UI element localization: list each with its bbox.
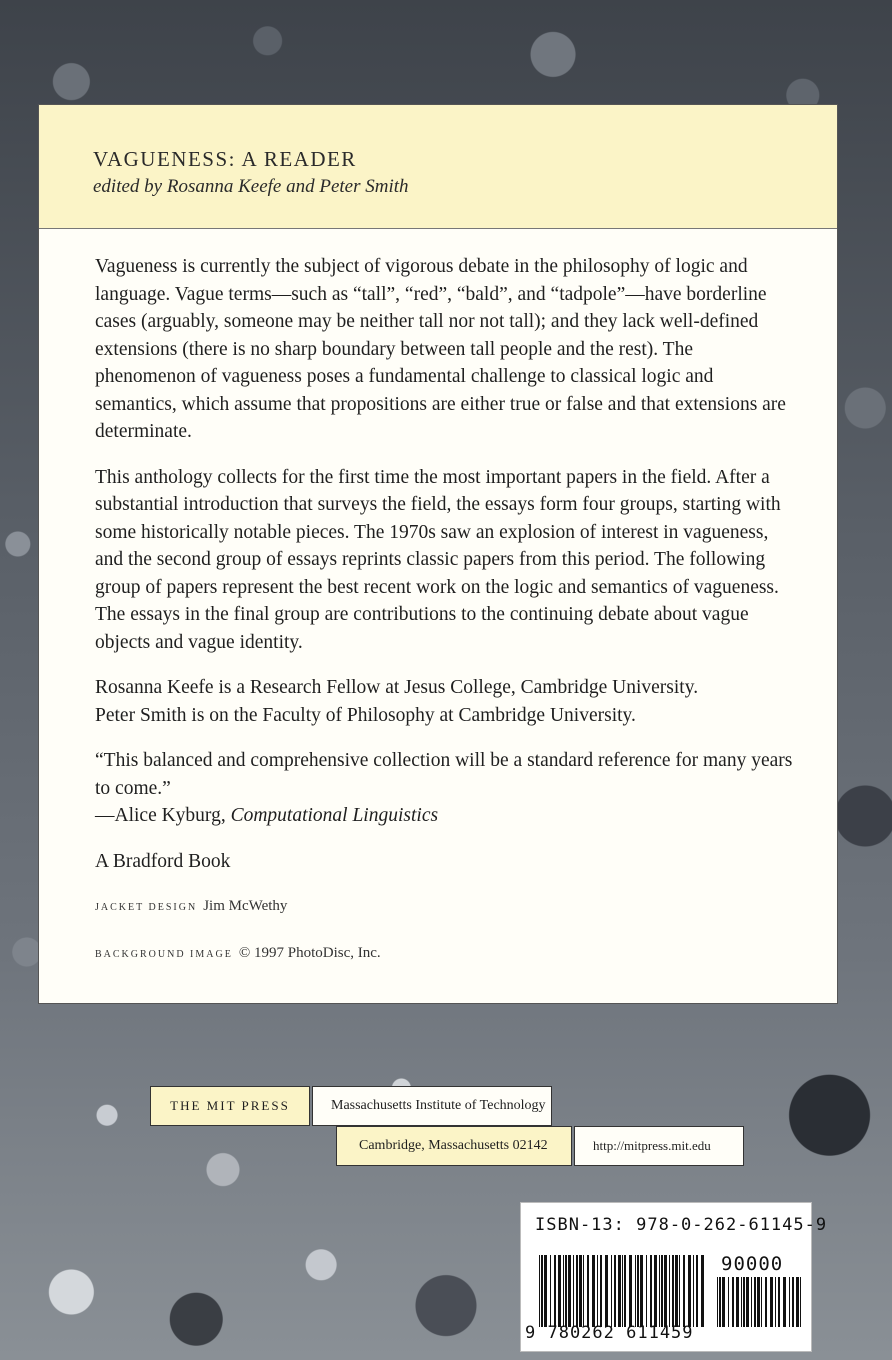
barcode-bar [605, 1255, 608, 1327]
barcode-bar [796, 1277, 799, 1327]
barcode-bar [719, 1277, 721, 1327]
barcode-bar [597, 1255, 598, 1327]
barcode-bar [635, 1255, 636, 1327]
barcode-bar [688, 1255, 691, 1327]
barcode-bar [728, 1277, 729, 1327]
barcode-bar [746, 1277, 749, 1327]
book-title: VAGUENESS: A READER [93, 147, 357, 171]
barcode-bar [751, 1277, 752, 1327]
barcode-bar [622, 1255, 623, 1327]
bio-smith: Peter Smith is on the Faculty of Philosophy at Cambridge University. [95, 704, 636, 726]
barcode-bar [722, 1277, 725, 1327]
author-bio [95, 674, 797, 729]
book-editors: edited by Rosanna Keefe and Peter Smith [93, 176, 409, 197]
publisher-url[interactable]: http://mitpress.mit.edu [574, 1126, 744, 1166]
background-image-label: BACKGROUND IMAGE [95, 948, 233, 960]
barcode-bar [770, 1277, 773, 1327]
barcode-bar [736, 1277, 739, 1327]
barcode-bar [741, 1277, 742, 1327]
barcode-bar [775, 1277, 776, 1327]
barcode-bar [624, 1255, 626, 1327]
ean-digits: 9 780262 611459 [525, 1323, 694, 1343]
quote-attribution [95, 802, 797, 830]
barcode-bar [701, 1255, 704, 1327]
barcode-label [520, 1202, 828, 1352]
publisher-address: Cambridge, Massachusetts 02142 [336, 1126, 572, 1166]
barcode-bar [661, 1255, 663, 1327]
barcode-bar [696, 1255, 698, 1327]
back-cover-panel [38, 104, 838, 1004]
barcode-bar [664, 1255, 667, 1327]
barcode-bar [754, 1277, 756, 1327]
barcode-bar [611, 1255, 612, 1327]
description-paragraph-1: Vagueness is currently the subject of vigorous debate in the philosophy of logic and language. Vague terms—such as “tall”, “red”, “bald”, and “tadpole”—have borderline cases (arguably, someone may be neither tall nor not tall); and they lack well-defined extensions (there is no sharp boundary between tall people and the rest). The phenomenon of vagueness poses a fundamental challenge to classical logic and semantics, which assume that propositions are either true or false and that extensions are determinate. [95, 256, 786, 442]
barcode-bar [640, 1255, 643, 1327]
review-quote [95, 747, 797, 830]
barcode-bar [693, 1255, 694, 1327]
barcode-bar [614, 1255, 616, 1327]
barcode-bar [573, 1255, 574, 1327]
barcode-bar [587, 1255, 589, 1327]
barcode-bar [778, 1277, 780, 1327]
barcode-bar [654, 1255, 657, 1327]
barcode-bar [579, 1255, 582, 1327]
barcode-bar [576, 1255, 578, 1327]
quote-source: Computational Linguistics [230, 805, 439, 826]
imprint: A Bradford Book [95, 850, 231, 872]
background-image-credit [95, 940, 797, 969]
barcode-bar [539, 1255, 540, 1327]
barcode-bar [618, 1255, 621, 1327]
barcode-bar [541, 1255, 543, 1327]
barcode-bar [789, 1277, 790, 1327]
barcode-bar [717, 1277, 718, 1327]
barcode-bar [544, 1255, 547, 1327]
isbn-number: ISBN-13: 978-0-262-61145-9 [535, 1215, 828, 1235]
barcode-bar [757, 1277, 760, 1327]
addon-barcode [717, 1277, 803, 1327]
barcode-bar [568, 1255, 571, 1327]
barcode-bar [600, 1255, 602, 1327]
barcode-bar [669, 1255, 670, 1327]
barcode-bar [565, 1255, 567, 1327]
barcode-bar [659, 1255, 660, 1327]
barcode-bar [761, 1277, 762, 1327]
barcode-bar [672, 1255, 674, 1327]
barcode-bar [765, 1277, 767, 1327]
barcode-bar [646, 1255, 647, 1327]
barcode-bar [583, 1255, 584, 1327]
barcode-bar [558, 1255, 561, 1327]
quote-author: —Alice Kyburg, [95, 805, 231, 826]
barcode-bar [554, 1255, 556, 1327]
bio-keefe: Rosanna Keefe is a Research Fellow at Jesus College, Cambridge University. [95, 677, 699, 698]
barcode-bar [675, 1255, 678, 1327]
barcode-bar [743, 1277, 745, 1327]
barcode-bar [550, 1255, 551, 1327]
title-band [39, 105, 837, 229]
cover-copy [39, 229, 837, 968]
barcode-bar [732, 1277, 734, 1327]
barcode-bar [637, 1255, 639, 1327]
barcode-bar [683, 1255, 685, 1327]
background-image-value: © 1997 PhotoDisc, Inc. [238, 944, 381, 961]
barcode-bar [592, 1255, 595, 1327]
barcode-bar [629, 1255, 632, 1327]
jacket-design-credit [95, 893, 797, 922]
publisher-name: THE MIT PRESS [150, 1086, 310, 1126]
barcode-bar [650, 1255, 652, 1327]
publisher-institution: Massachusetts Institute of Technology [312, 1086, 552, 1126]
price-code: 90000 [721, 1253, 784, 1275]
barcode-bar [679, 1255, 680, 1327]
quote-text: “This balanced and comprehensive collection will be a standard reference for many years to come.” [95, 750, 793, 799]
barcode-bar [800, 1277, 801, 1327]
jacket-design-value: Jim McWethy [203, 898, 288, 914]
ean-barcode [539, 1255, 705, 1327]
barcode-bar [563, 1255, 564, 1327]
description-paragraph-2: This anthology collects for the first time the most important papers in the field. After a substantial introduction that surveys the field, the essays form four groups, starting with some historically notable pieces. The 1970s saw an explosion of interest in vagueness, and the second group of essays reprints classic papers from this period. The following group of papers represent the best recent work on the logic and semantics of vagueness. The essays in the final group are contributions to the continuing debate about vague objects and vague identity. [95, 466, 781, 653]
jacket-design-label: JACKET DESIGN [95, 902, 198, 913]
barcode-bar [792, 1277, 794, 1327]
barcode-bar [783, 1277, 786, 1327]
